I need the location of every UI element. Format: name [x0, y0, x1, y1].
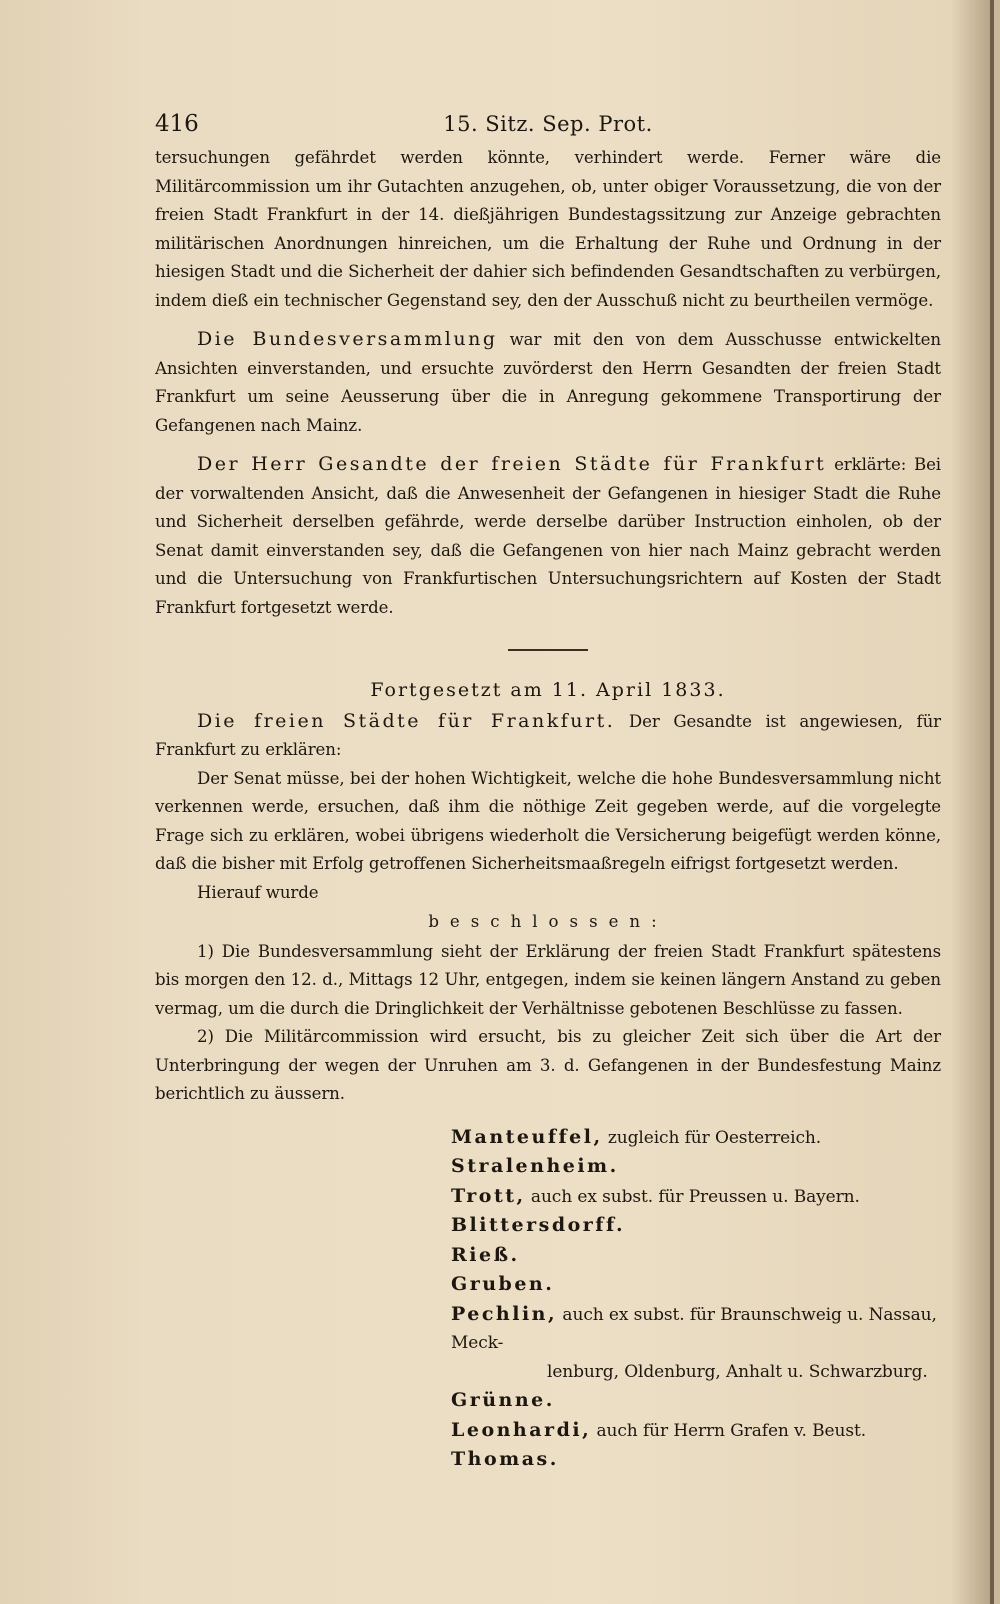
paragraph-6: Hierauf wurde	[197, 882, 319, 902]
signature-name: Grünne.	[451, 1389, 555, 1411]
paragraph-3	[155, 450, 941, 622]
page-header	[155, 104, 941, 144]
resolution-2: 2) Die Militärcommission wird ersucht, bis zu gleicher Zeit sich über die Art der Unterbringung der wegen der Unruhen am 3. d. Gefangenen in der Bundesfestung Mainz berichtlich zu äussern.	[155, 1027, 941, 1103]
signature-name: Rieß.	[451, 1243, 520, 1266]
signature-line	[451, 1241, 941, 1271]
paragraph-5: Der Senat müsse, bei der hohen Wichtigkeit, welche die hohe Bundesversammlung nicht verkennen werde, ersuchen, daß ihm die nöthige Zeit gegeben werde, auf die vorgelegte Frage sich zu erklären, wobei übrigens wiederholt die Versicherung beigefügt werden könne, daß die bisher mit Erfolg getroffenen Sicherheitsmaaßregeln eifrigst fortgesetzt werden.	[155, 768, 941, 873]
dateline: Fortgesetzt am 11. April 1833.	[370, 679, 726, 701]
signature-line	[451, 1416, 941, 1446]
paragraph-4-text: Der Gesandte ist angewiesen, für Frankfurt zu erklären:	[155, 711, 941, 759]
paragraph-2	[155, 325, 941, 440]
paragraph-4-lead: Die freien Städte für Frankfurt.	[197, 709, 616, 732]
signature-name: Trott,	[451, 1184, 526, 1207]
signature-line	[451, 1152, 941, 1182]
signature-line	[451, 1270, 941, 1300]
resolution-heading: beschlossen:	[428, 912, 668, 931]
signature-line	[451, 1182, 941, 1212]
signature-line	[451, 1123, 941, 1153]
signature-name: Blittersdorff.	[451, 1214, 626, 1236]
signature-note: zugleich für Oesterreich.	[602, 1127, 822, 1148]
signature-block	[451, 1123, 941, 1475]
paragraph-4	[155, 707, 941, 765]
paragraph-3-text: erklärte: Bei der vorwaltenden Ansicht, daß die Anwesenheit der Gefangenen in hiesiger Stadt die Ruhe und Sicherheit derselben gefährde, werde derselbe darüber Instruction einholen, ob der Senat damit einverstanden sey, daß die Gefangenen von hier nach Mainz gebracht werden und die Untersuchung von Frankfurtischen Untersuchungsrichtern auf Kosten der Stadt Frankfurt fortgesetzt werde.	[155, 455, 941, 617]
signature-name: Stralenheim.	[451, 1155, 619, 1177]
running-head: 15. Sitz. Sep. Prot.	[443, 112, 653, 136]
signature-line	[451, 1445, 941, 1475]
paragraph-1: tersuchungen gefährdet werden könnte, verhindert werde. Ferner wäre die Militärcommission um ihr Gutachten anzugehen, ob, unter obiger Voraussetzung, die von der freien Stadt Frankfurt in der 14. dießjährigen Bundestagssitzung zur Anzeige gebrachten militärischen Anordnungen hinreichen, um die Erhaltung der Ruhe und Ordnung in der hiesigen Stadt und die Sicherheit der dahier sich befindenden Gesandtschaften zu verbürgen, indem dieß ein technischer Gegenstand sey, den der Ausschuß nicht zu beurtheilen vermöge.	[155, 148, 941, 310]
paragraph-2-lead: Die Bundesversammlung	[197, 328, 498, 350]
resolution-1: 1) Die Bundesversammlung sieht der Erklärung der freien Stadt Frankfurt spätestens bis morgen den 12. d., Mittags 12 Uhr, entgegen, indem sie keinen längern Anstand zu geben vermag, um die durch die Dringlichkeit der Verhältnisse gebotenen Beschlüsse zu fassen.	[155, 941, 941, 1018]
signature-line-continued	[451, 1358, 941, 1387]
section-divider	[508, 649, 588, 651]
signature-note: auch für Herrn Grafen v. Beust.	[591, 1420, 867, 1441]
paragraph-2-text: war mit den von dem Ausschusse entwickelten Ansichten einverstanden, und ersuchte zuvörderst den Herrn Gesandten der freien Stadt Frankfurt um seine Aeusserung über die in Anregung gekommene Transportirung der Gefangenen nach Mainz.	[155, 330, 941, 435]
signature-name: Thomas.	[451, 1448, 559, 1470]
signature-name: Manteuffel,	[451, 1125, 603, 1148]
signature-note: lenburg, Oldenburg, Anhalt u. Schwarzburg.	[547, 1361, 928, 1382]
signature-note: auch ex subst. für Preussen u. Bayern.	[525, 1186, 860, 1207]
signature-name: Gruben.	[451, 1273, 555, 1295]
signature-note: auch ex subst. für Braunschweig u. Nassau, Meck-	[451, 1304, 937, 1353]
signature-line	[451, 1386, 941, 1416]
paragraph-3-lead: Der Herr Gesandte der freien Städte für Frankfurt	[197, 453, 827, 475]
signature-line	[451, 1211, 941, 1241]
page-number: 416	[155, 111, 199, 137]
signature-name: Leonhardi,	[451, 1418, 592, 1441]
signature-name: Pechlin,	[451, 1302, 558, 1325]
signature-line	[451, 1300, 941, 1358]
page-content	[155, 104, 941, 1475]
